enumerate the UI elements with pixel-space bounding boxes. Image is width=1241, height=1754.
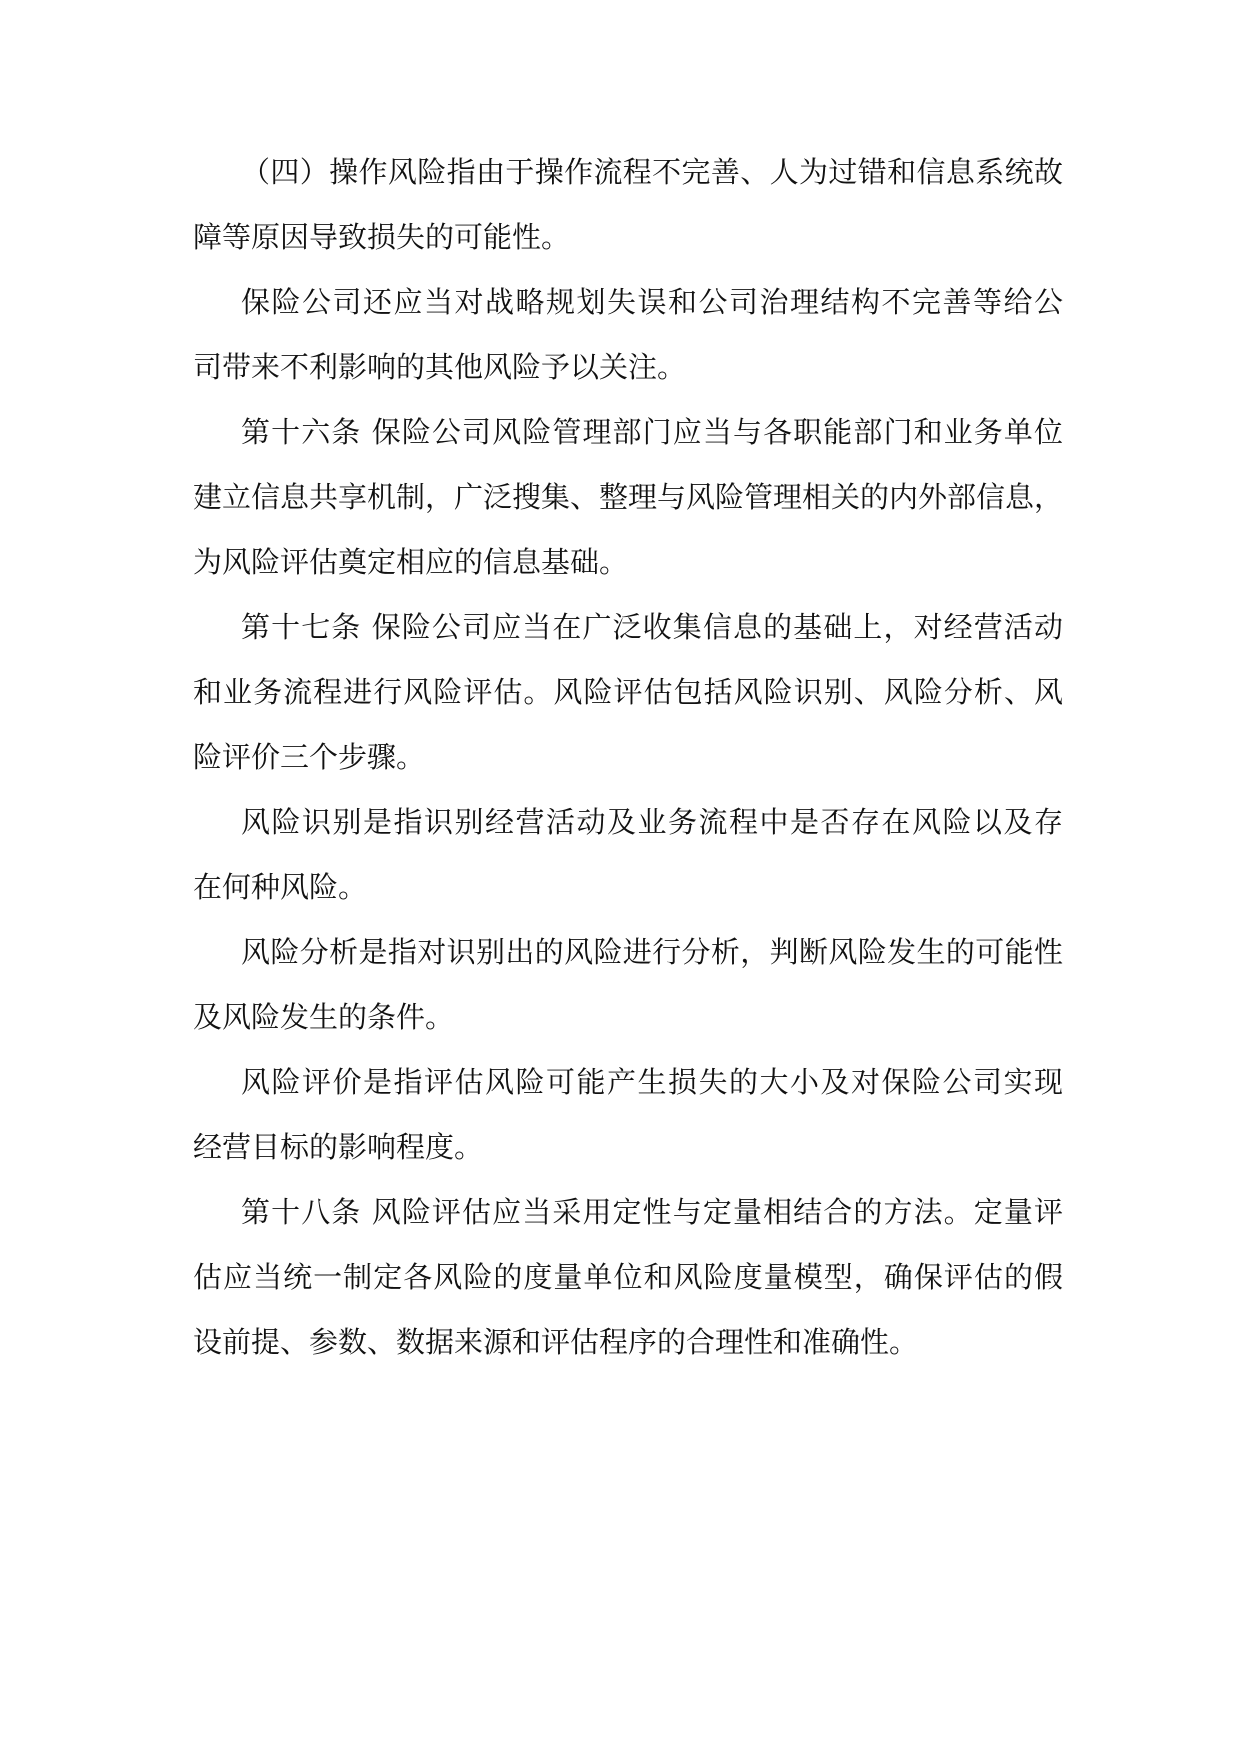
text-line: 保险公司还应当对战略规划失误和公司治理结构不完善等给公 (241, 285, 1063, 319)
paragraph-other-risks (193, 282, 1063, 387)
paragraph-article-16 (193, 412, 1063, 582)
text-line: 风险分析是指对识别出的风险进行分析，判断风险发生的可能性 (241, 935, 1063, 969)
paragraph-risk-analysis (193, 932, 1063, 1037)
text-line: 建立信息共享机制，广泛搜集、整理与风险管理相关的内外部信息， (193, 480, 1064, 514)
text-line: 第十六条 保险公司风险管理部门应当与各职能部门和业务单位 (241, 415, 1063, 449)
text-line: 风险识别是指识别经营活动及业务流程中是否存在风险以及存 (241, 805, 1063, 839)
paragraph-operational-risk (193, 152, 1063, 257)
paragraph-article-17 (193, 607, 1063, 777)
text-line: 司带来不利影响的其他风险予以关注。 (193, 350, 687, 384)
text-line: 第十七条 保险公司应当在广泛收集信息的基础上，对经营活动 (241, 610, 1063, 644)
text-line: 风险评价是指评估风险可能产生损失的大小及对保险公司实现 (241, 1065, 1063, 1099)
text-line: 估应当统一制定各风险的度量单位和风险度量模型，确保评估的假 (193, 1260, 1063, 1294)
document-body (193, 152, 1063, 1387)
text-line: 为风险评估奠定相应的信息基础。 (193, 545, 629, 579)
paragraph-risk-identification (193, 802, 1063, 907)
text-line: 和业务流程进行风险评估。风险评估包括风险识别、风险分析、风 (193, 675, 1063, 709)
text-line: （四）操作风险指由于操作流程不完善、人为过错和信息系统故 (241, 155, 1063, 189)
text-line: 设前提、参数、数据来源和评估程序的合理性和准确性。 (193, 1325, 919, 1359)
text-line: 第十八条 风险评估应当采用定性与定量相结合的方法。定量评 (241, 1195, 1063, 1229)
paragraph-risk-evaluation (193, 1062, 1063, 1167)
text-line: 在何种风险。 (193, 870, 368, 904)
paragraph-article-18 (193, 1192, 1063, 1362)
text-line: 障等原因导致损失的可能性。 (193, 220, 571, 254)
text-line: 经营目标的影响程度。 (193, 1130, 484, 1164)
text-line: 及风险发生的条件。 (193, 1000, 455, 1034)
text-line: 险评价三个步骤。 (193, 740, 426, 774)
